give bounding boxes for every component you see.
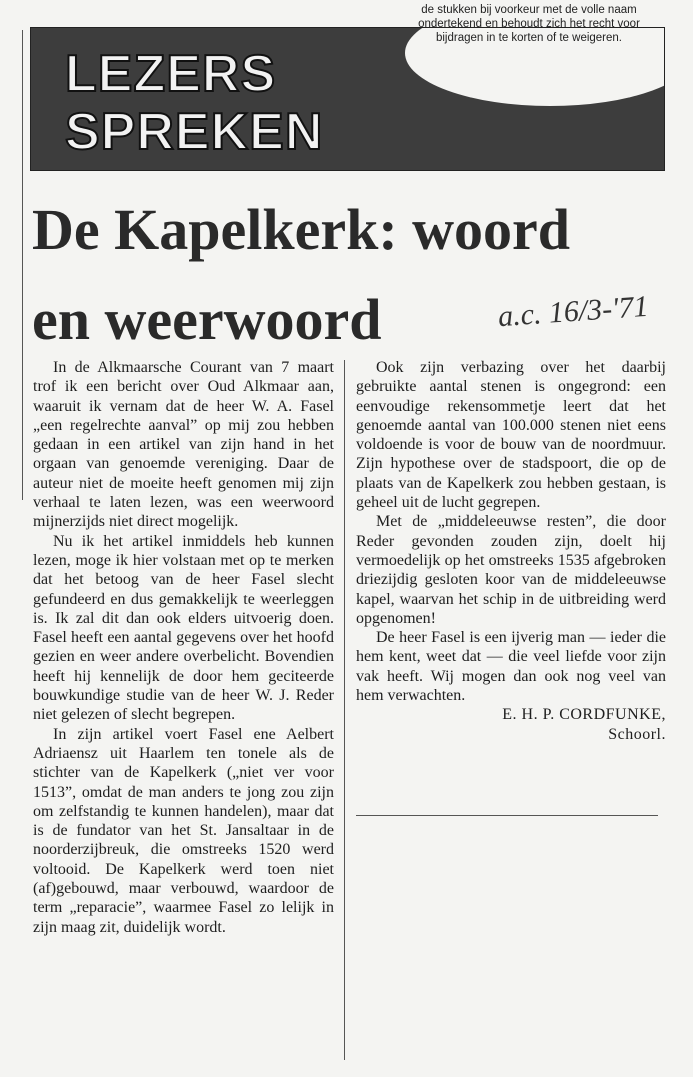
banner-title-line2: SPREKEN [65, 103, 324, 161]
article-column-right [356, 358, 666, 744]
left-margin-rule [22, 30, 23, 500]
article-paragraph: Nu ik het artikel inmiddels heb kunnen lezen, moge ik hier volstaan met op te merken dat het betoog van de heer Fasel slecht gefundeerd en dus gemakkelijk te weerleggen is. Ik zal dit dan ook elders uitvoerig doen. Fasel heeft een aantal gegevens over het hoofd gezien en weer andere overbelicht. Bovendien heeft hij kennelijk de door hem geciteerde bouwkundige studie van de heer W. J. Reder niet gelezen of slecht begrepen. [33, 532, 334, 724]
article-title [32, 185, 682, 365]
banner-notice-text: de stukken bij voorkeur met de volle naam ondertekend en behoudt zich het recht voor bijdragen in te korten of te weigeren. [418, 4, 640, 44]
article-paragraph: In zijn artikel voert Fasel ene Aelbert Adriaensz uit Haarlem ten tonele als de stichter van de Kapelkerk („niet ver voor 1513”, omdat de man anders te jong zou zijn om zelfstandig te kunnen handelen), maar dat is de fundator van het St. Jansaltaar in de noorderzijbreuk, die omstreeks 1520 werd voltooid. De Kapelkerk werd toen niet (af)gebouwd, maar verbouwd, waardoor de term „reparacie”, waarmee Fasel zo lelijk in zijn maag zit, duidelijk wordt. [33, 725, 334, 936]
handwritten-date-annotation: a.c. 16/3-'71 [496, 289, 650, 334]
banner-title-line1: LEZERS [65, 45, 277, 103]
article-paragraph: Ook zijn verbazing over het daarbij gebruikte aantal stenen is ongegrond: een eenvoudige rekensommetje leert dat het genoemde aantal van 100.000 stenen niet eens voldoende is voor de bouw van de noordmuur. Zijn hypothese over de stadspoort, die op de plaats van de Kapelkerk zou hebben gestaan, is geheel uit de lucht gegrepen. [356, 359, 666, 512]
signature-name: E. H. P. CORDFUNKE, [502, 706, 666, 724]
article-title-line2: en weerwoord [32, 287, 382, 352]
lezers-spreken-banner [30, 27, 665, 171]
article-paragraph: In de Alkmaarsche Courant van 7 maart trof ik een bericht over Oud Alkmaar aan, waaruit ik vernam dat de heer W. A. Fasel „een regelrechte aanval” op mij zou hebben gedaan in een artikel van zijn hand in het orgaan van genoemde vereniging. Daar de auteur niet de moeite heeft genomen mij zijn verhaal te laten lezen, was een weerwoord mijnerzijds niet direct mogelijk. [33, 359, 334, 531]
article-paragraph: De heer Fasel is een ijverig man — ieder die hem kent, weet dat — die veel liefde voor zijn vak heeft. Wij mogen dan ook nog veel van hem verwachten. [356, 629, 666, 705]
article-paragraph: Met de „middeleeuwse resten”, die door Reder gevonden zouden zijn, doelt hij vermoedelijk op het omstreeks 1535 afgebroken driezijdig gesloten koor van de middeleeuwse kapel, waarvan het schip in de uitbreiding werd opgenomen! [356, 513, 666, 627]
column-divider [344, 360, 345, 1060]
article-end-rule [356, 815, 658, 816]
article-title-line1: De Kapelkerk: woord [32, 197, 571, 262]
signature-place: Schoorl. [608, 725, 666, 743]
article-column-left [33, 358, 334, 937]
